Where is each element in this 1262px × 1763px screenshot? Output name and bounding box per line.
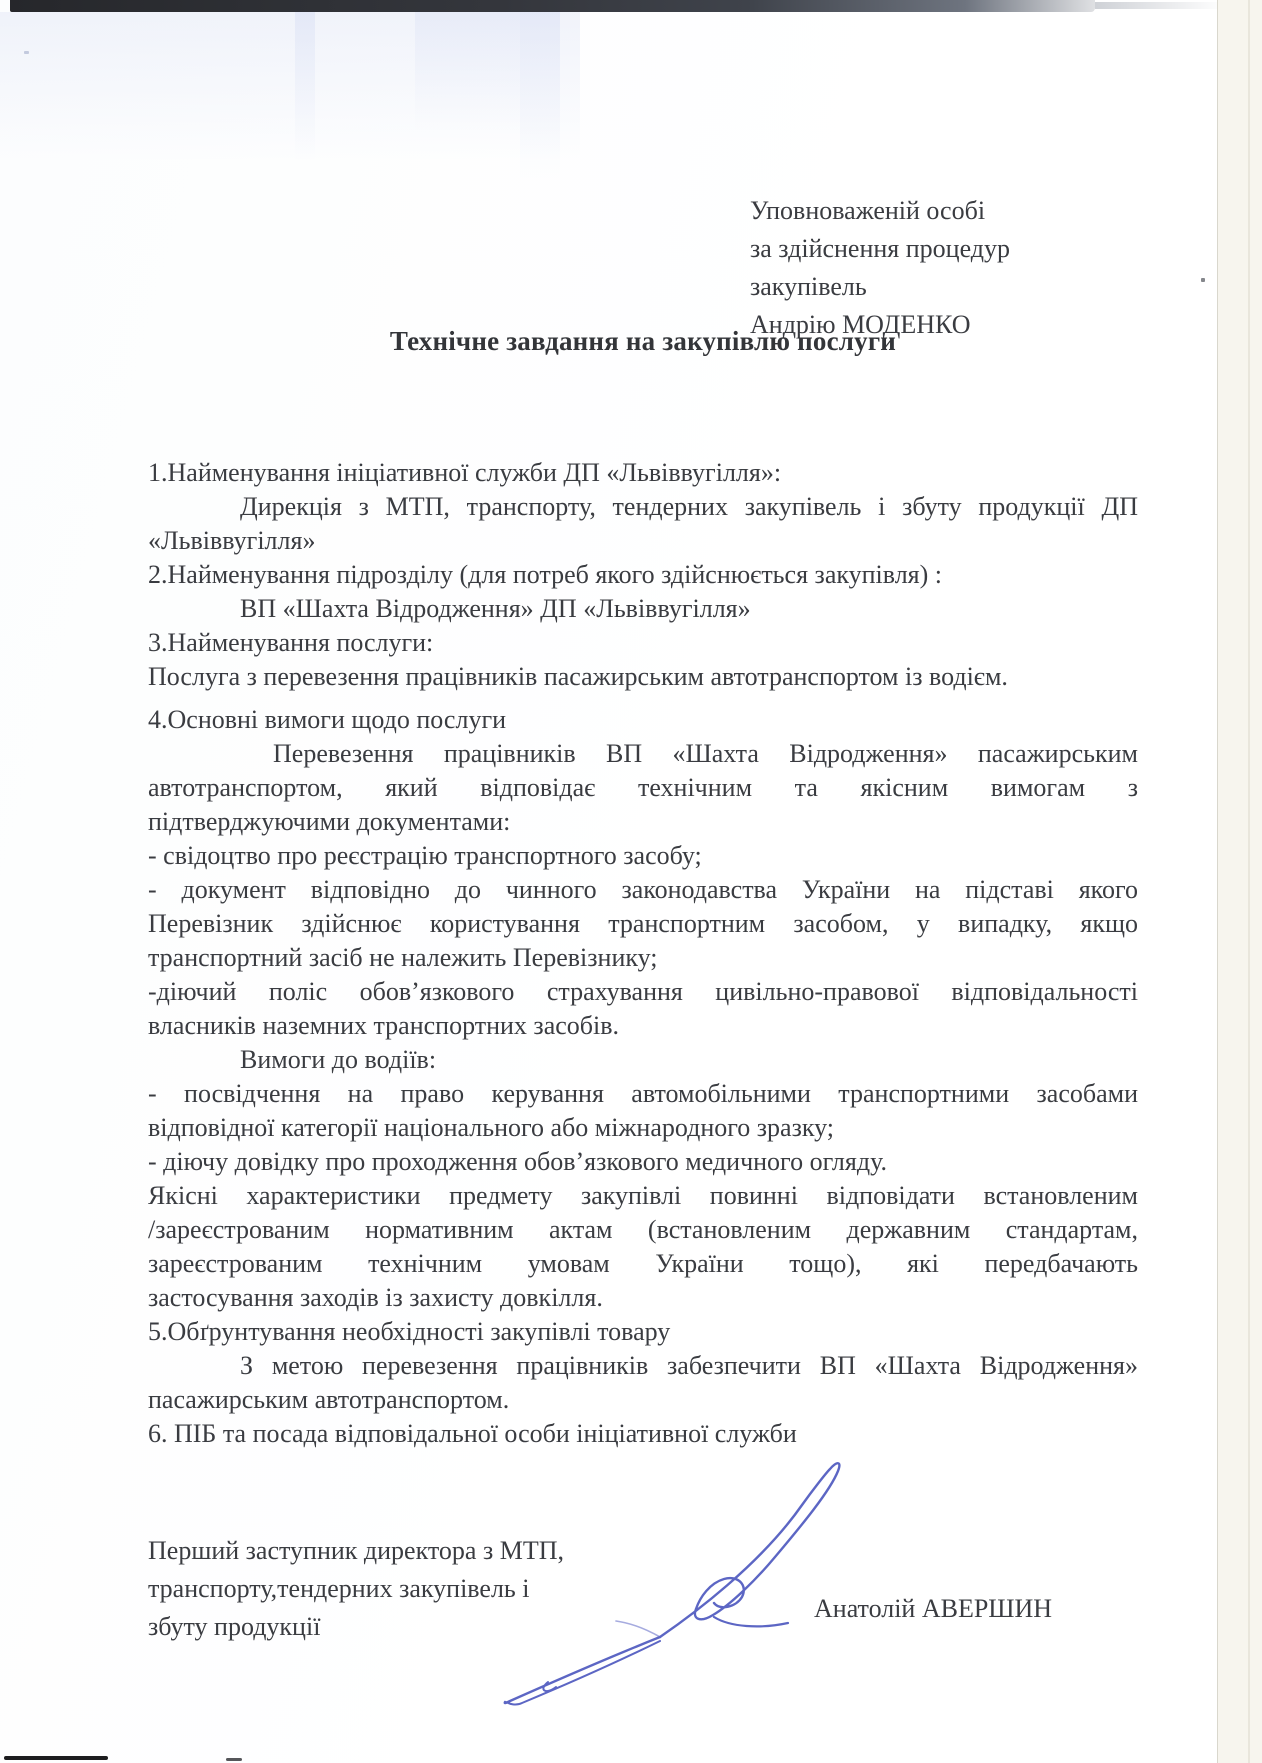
body-line: -діючий поліс обов’язкового страхування цивільно-правової відповідальності	[148, 977, 1138, 1006]
handwritten-signature-ink	[430, 1395, 880, 1725]
body-line: - діючу довідку про проходження обов’язкового медичного огляду.	[148, 1147, 887, 1176]
body-line: - свідоцтво про реєстрацію транспортного засобу;	[148, 841, 702, 870]
document-title: Технічне завдання на закупівлю послуги	[389, 326, 897, 356]
body-line: 2.Найменування підрозділу (для потреб якого здійснюється закупівля) :	[148, 560, 943, 589]
body-line: Вимоги до водіїв:	[240, 1045, 437, 1074]
scan-top-edge-artifact-2	[1095, 2, 1225, 9]
body-line: власників наземних транспортних засобів.	[148, 1011, 620, 1040]
scan-top-edge-artifact	[10, 0, 1095, 12]
signatory-position-line: транспорту,тендерних закупівель і	[148, 1574, 530, 1603]
signatory-name: Анатолій АВЕРШИН	[814, 1594, 1053, 1623]
body-line: відповідної категорії національного або міжнародного зразку;	[148, 1113, 835, 1142]
body-line: 5.Обґрунтування необхідності закупівлі товару	[148, 1317, 671, 1346]
body-line: Перевізник здійснює користування транспортним засобом, у випадку, якщо	[148, 909, 1138, 938]
body-line: застосування заходів із захисту довкілля.	[148, 1283, 603, 1312]
body-line: - посвідчення на право керування автомобільними транспортними засобами	[148, 1079, 1138, 1108]
recipient-line: Уповноваженій особі	[750, 196, 986, 225]
scan-bottom-edge-artifact-2	[226, 1758, 242, 1761]
body-line: Якісні характеристики предмету закупівлі повинні відповідати встановленим	[148, 1181, 1138, 1210]
body-line: 1.Найменування ініціативної служби ДП «Львіввугілля»:	[148, 458, 782, 487]
signatory-position-line: збуту продукції	[148, 1612, 321, 1641]
scan-streak-artifact	[415, 12, 520, 132]
body-line: зареєстрованим технічним умовам України тощо), які передбачають	[148, 1249, 1138, 1278]
body-line: - документ відповідно до чинного законодавства України на підставі якого	[148, 875, 1138, 904]
body-line: підтверджуючими документами:	[148, 807, 511, 836]
scan-streak-artifact	[295, 12, 315, 162]
body-line: Послуга з перевезення працівників пасажирським автотранспортом із водієм.	[148, 662, 1008, 691]
recipient-block	[750, 192, 1010, 344]
body-line: /зареєстрованим нормативним актам (встановленим державним стандартам,	[148, 1215, 1138, 1244]
body-line: «Львіввугілля»	[148, 526, 316, 555]
body-line: З метою перевезення працівників забезпечити ВП «Шахта Відродження»	[240, 1351, 1138, 1380]
body-line: пасажирським автотранспортом.	[148, 1385, 510, 1414]
recipient-line: за здійснення процедур	[750, 234, 1011, 263]
scan-bottom-edge-artifact	[4, 1756, 108, 1760]
body-line: 3.Найменування послуги:	[148, 628, 434, 657]
scan-speck	[1201, 278, 1205, 282]
body-line: автотранспортом, який відповідає технічним та якісним вимогам з	[148, 773, 1138, 802]
body-line: ВП «Шахта Відродження» ДП «Львіввугілля»	[240, 594, 751, 623]
body-line: 6. ПІБ та посада відповідальної особи ініціативної служби	[148, 1419, 797, 1448]
recipient-line: закупівель	[750, 272, 867, 301]
body-line: 4.Основні вимоги щодо послуги	[148, 705, 507, 734]
scan-speck	[24, 51, 29, 54]
body-line: транспортний засіб не належить Перевізнику;	[148, 943, 658, 972]
scan-streak-artifact	[520, 12, 560, 182]
scan-right-inner-line	[1248, 0, 1250, 1763]
recipient-name-line: Андрію МОДЕНКО	[750, 310, 971, 339]
scan-right-paper-strip	[1217, 0, 1262, 1763]
document-body	[148, 456, 1138, 1451]
signatory-position-line: Перший заступник директора з МТП,	[148, 1536, 564, 1565]
body-line: Перевезення працівників ВП «Шахта Відродження» пасажирським	[273, 739, 1138, 768]
body-line: Дирекція з МТП, транспорту, тендерних закупівель і збуту продукції ДП	[240, 492, 1138, 521]
